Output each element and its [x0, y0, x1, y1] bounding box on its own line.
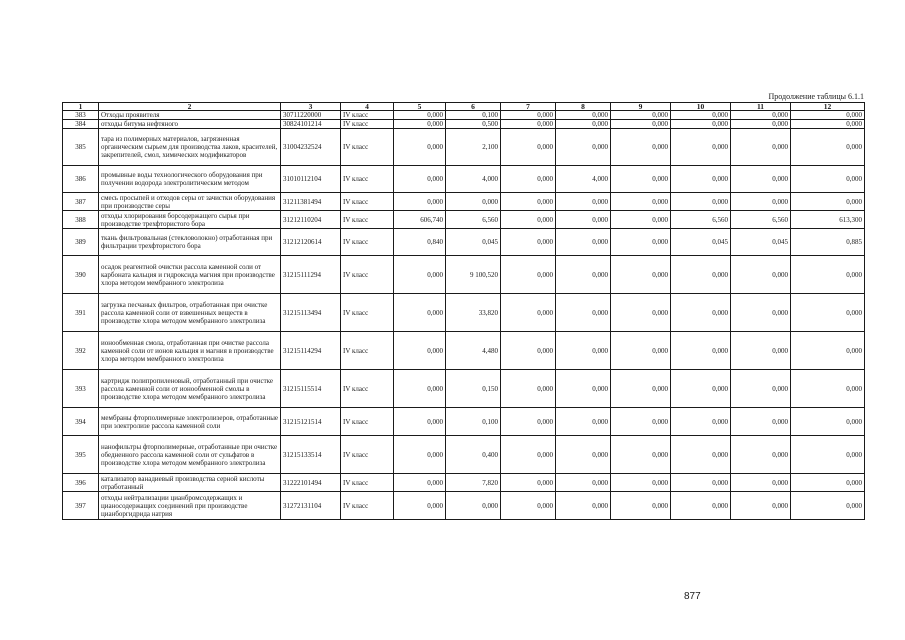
col-header: 6 [446, 103, 501, 111]
value-cell: 0,000 [394, 492, 446, 520]
row-number-cell: 396 [63, 474, 99, 492]
code-cell: 30711220000 [281, 111, 341, 120]
value-cell: 0,000 [394, 256, 446, 294]
col-header: 10 [671, 103, 731, 111]
value-cell: 0,000 [556, 111, 611, 120]
value-cell: 0,000 [501, 166, 556, 193]
value-cell: 0,000 [791, 111, 865, 120]
value-cell: 0,500 [446, 120, 501, 129]
value-cell: 0,000 [671, 436, 731, 474]
value-cell: 0,000 [394, 166, 446, 193]
col-header: 7 [501, 103, 556, 111]
table-row [63, 436, 865, 474]
code-cell: 31215121514 [281, 408, 341, 436]
table-row [63, 166, 865, 193]
code-cell: 31215114294 [281, 332, 341, 370]
value-cell: 0,000 [731, 474, 791, 492]
value-cell: 0,045 [446, 229, 501, 256]
value-cell: 0,000 [731, 408, 791, 436]
row-number-cell: 395 [63, 436, 99, 474]
value-cell: 0,000 [501, 211, 556, 229]
table-row [63, 229, 865, 256]
value-cell: 0,000 [611, 211, 671, 229]
value-cell: 606,740 [394, 211, 446, 229]
description-cell: ткань фильтровальная (стекловолокно) отработанная при фильтрации трехфтористого бора [99, 229, 281, 256]
value-cell: 0,000 [611, 120, 671, 129]
value-cell: 0,000 [501, 120, 556, 129]
value-cell: 0,000 [611, 492, 671, 520]
hazard-class-cell: IV класс [341, 474, 394, 492]
value-cell: 0,000 [556, 211, 611, 229]
table-row [63, 492, 865, 520]
value-cell: 0,000 [501, 256, 556, 294]
description-cell: отходы битума нефтяного [99, 120, 281, 129]
table-row [63, 256, 865, 294]
hazard-class-cell: IV класс [341, 294, 394, 332]
value-cell: 0,000 [671, 370, 731, 408]
value-cell: 0,000 [791, 474, 865, 492]
value-cell: 0,000 [556, 120, 611, 129]
value-cell: 0,000 [394, 294, 446, 332]
col-header: 1 [63, 103, 99, 111]
value-cell: 0,000 [731, 120, 791, 129]
value-cell: 0,000 [671, 294, 731, 332]
value-cell: 0,000 [731, 193, 791, 211]
hazard-class-cell: IV класс [341, 120, 394, 129]
value-cell: 0,150 [446, 370, 501, 408]
value-cell: 0,000 [556, 408, 611, 436]
description-cell: отходы хлорирования борсодержащего сырья при производстве трехфтористого бора [99, 211, 281, 229]
value-cell: 0,000 [791, 129, 865, 166]
value-cell: 0,000 [394, 436, 446, 474]
value-cell: 0,000 [501, 111, 556, 120]
code-cell: 31272131104 [281, 492, 341, 520]
value-cell: 6,560 [671, 211, 731, 229]
value-cell: 0,000 [394, 370, 446, 408]
value-cell: 0,000 [556, 474, 611, 492]
value-cell: 0,000 [611, 332, 671, 370]
value-cell: 0,000 [731, 256, 791, 294]
value-cell: 9 100,520 [446, 256, 501, 294]
hazard-class-cell: IV класс [341, 332, 394, 370]
row-number-cell: 386 [63, 166, 99, 193]
value-cell: 0,000 [394, 408, 446, 436]
row-number-cell: 388 [63, 211, 99, 229]
value-cell: 0,000 [501, 436, 556, 474]
value-cell: 0,000 [611, 474, 671, 492]
hazard-class-cell: IV класс [341, 166, 394, 193]
value-cell: 0,000 [791, 436, 865, 474]
row-number-cell: 397 [63, 492, 99, 520]
value-cell: 0,000 [394, 474, 446, 492]
value-cell: 0,045 [731, 229, 791, 256]
table-row [63, 474, 865, 492]
code-cell: 31010112104 [281, 166, 341, 193]
row-number-cell: 392 [63, 332, 99, 370]
row-number-cell: 387 [63, 193, 99, 211]
value-cell: 0,000 [556, 294, 611, 332]
code-cell: 31211381494 [281, 193, 341, 211]
value-cell: 0,000 [611, 294, 671, 332]
value-cell: 0,000 [791, 256, 865, 294]
value-cell: 0,000 [791, 332, 865, 370]
value-cell: 613,300 [791, 211, 865, 229]
table-row [63, 294, 865, 332]
value-cell: 0,885 [791, 229, 865, 256]
col-header: 11 [731, 103, 791, 111]
row-number-cell: 394 [63, 408, 99, 436]
table-caption: Продолжение таблицы 6.1.1 [768, 92, 864, 101]
hazard-class-cell: IV класс [341, 229, 394, 256]
col-header: 9 [611, 103, 671, 111]
value-cell: 0,000 [501, 294, 556, 332]
description-cell: Отходы проявителя [99, 111, 281, 120]
description-cell: мембраны фторполимерные электролизеров, отработанные при электролизе рассола каменной соли [99, 408, 281, 436]
code-cell: 31215133514 [281, 436, 341, 474]
value-cell: 0,000 [611, 129, 671, 166]
value-cell: 0,000 [394, 111, 446, 120]
hazard-class-cell: IV класс [341, 436, 394, 474]
description-cell: отходы нейтрализации цианбромсодержащих и цианосодержащих соединений при производстве цианборгидрида натрия [99, 492, 281, 520]
row-number-cell: 389 [63, 229, 99, 256]
value-cell: 0,000 [671, 193, 731, 211]
value-cell: 6,560 [446, 211, 501, 229]
value-cell: 0,000 [501, 474, 556, 492]
hazard-class-cell: IV класс [341, 408, 394, 436]
value-cell: 0,840 [394, 229, 446, 256]
value-cell: 0,000 [671, 166, 731, 193]
page-number: 877 [684, 591, 701, 602]
code-cell: 30824101214 [281, 120, 341, 129]
value-cell: 0,000 [501, 408, 556, 436]
value-cell: 0,100 [446, 111, 501, 120]
value-cell: 0,000 [671, 129, 731, 166]
value-cell: 0,400 [446, 436, 501, 474]
value-cell: 0,000 [611, 408, 671, 436]
value-cell: 2,100 [446, 129, 501, 166]
description-cell: смесь просыпей и отходов серы от зачистки оборудования при производстве серы [99, 193, 281, 211]
code-cell: 31215113494 [281, 294, 341, 332]
value-cell: 0,000 [394, 120, 446, 129]
col-header: 3 [281, 103, 341, 111]
hazard-class-cell: IV класс [341, 492, 394, 520]
value-cell: 0,100 [446, 408, 501, 436]
value-cell: 0,000 [671, 474, 731, 492]
value-cell: 0,000 [731, 294, 791, 332]
value-cell: 0,000 [556, 332, 611, 370]
col-header: 5 [394, 103, 446, 111]
table-row [63, 408, 865, 436]
col-header: 8 [556, 103, 611, 111]
hazard-class-cell: IV класс [341, 111, 394, 120]
value-cell: 0,000 [671, 120, 731, 129]
waste-table [62, 102, 865, 520]
code-cell: 31215111294 [281, 256, 341, 294]
value-cell: 0,000 [446, 492, 501, 520]
col-header: 2 [99, 103, 281, 111]
table-row [63, 193, 865, 211]
value-cell: 0,000 [791, 193, 865, 211]
value-cell: 0,000 [791, 408, 865, 436]
hazard-class-cell: IV класс [341, 256, 394, 294]
value-cell: 0,000 [791, 166, 865, 193]
description-cell: нанофильтры фторполимерные, отработанные при очистке обедненного рассола каменной соли от сульфатов в производстве хлора методом мембранного электролиза [99, 436, 281, 474]
value-cell: 0,000 [556, 129, 611, 166]
value-cell: 0,000 [671, 256, 731, 294]
row-number-cell: 383 [63, 111, 99, 120]
code-cell: 31222101494 [281, 474, 341, 492]
value-cell: 0,000 [671, 111, 731, 120]
hazard-class-cell: IV класс [341, 211, 394, 229]
value-cell: 0,045 [671, 229, 731, 256]
value-cell: 0,000 [501, 332, 556, 370]
code-cell: 31212120614 [281, 229, 341, 256]
value-cell: 0,000 [501, 370, 556, 408]
value-cell: 0,000 [556, 370, 611, 408]
value-cell: 0,000 [731, 492, 791, 520]
table-row [63, 332, 865, 370]
value-cell: 7,820 [446, 474, 501, 492]
value-cell: 0,000 [731, 436, 791, 474]
value-cell: 0,000 [394, 332, 446, 370]
value-cell: 4,000 [556, 166, 611, 193]
value-cell: 0,000 [791, 120, 865, 129]
row-number-cell: 391 [63, 294, 99, 332]
value-cell: 0,000 [394, 129, 446, 166]
value-cell: 0,000 [501, 229, 556, 256]
value-cell: 0,000 [611, 193, 671, 211]
value-cell: 0,000 [731, 370, 791, 408]
description-cell: тара из полимерных материалов, загрязненная органическим сырьем для производства лаков, красителей, закрепителей, смол, химических модификаторов [99, 129, 281, 166]
hazard-class-cell: IV класс [341, 129, 394, 166]
value-cell: 0,000 [671, 408, 731, 436]
description-cell: катализатор ванадиевый производства серной кислоты отработанный [99, 474, 281, 492]
value-cell: 0,000 [611, 436, 671, 474]
value-cell: 6,560 [731, 211, 791, 229]
value-cell: 0,000 [611, 370, 671, 408]
value-cell: 33,820 [446, 294, 501, 332]
value-cell: 0,000 [611, 111, 671, 120]
table-row [63, 111, 865, 120]
value-cell: 0,000 [556, 193, 611, 211]
description-cell: ионообменная смола, отработанная при очистке рассола каменной соли от ионов кальция и магния в производстве хлора методом мембранного электролиза [99, 332, 281, 370]
value-cell: 0,000 [501, 129, 556, 166]
value-cell: 0,000 [611, 229, 671, 256]
row-number-cell: 390 [63, 256, 99, 294]
value-cell: 0,000 [791, 294, 865, 332]
col-header: 4 [341, 103, 394, 111]
value-cell: 0,000 [446, 193, 501, 211]
value-cell: 0,000 [611, 166, 671, 193]
row-number-cell: 384 [63, 120, 99, 129]
description-cell: картридж полипропиленовый, отработанный при очистке рассола каменной соли от ионообменной смолы в производстве хлора методом мембранного электролиза [99, 370, 281, 408]
value-cell: 0,000 [556, 229, 611, 256]
value-cell: 0,000 [731, 111, 791, 120]
description-cell: промывные воды технологического оборудования при получении водорода электролитическим методом [99, 166, 281, 193]
value-cell: 0,000 [671, 332, 731, 370]
value-cell: 0,000 [501, 193, 556, 211]
value-cell: 0,000 [731, 332, 791, 370]
value-cell: 0,000 [394, 193, 446, 211]
row-number-cell: 393 [63, 370, 99, 408]
col-header: 12 [791, 103, 865, 111]
table-row [63, 211, 865, 229]
table-row [63, 120, 865, 129]
header-row [63, 103, 865, 111]
hazard-class-cell: IV класс [341, 193, 394, 211]
code-cell: 31215115514 [281, 370, 341, 408]
value-cell: 0,000 [791, 370, 865, 408]
value-cell: 0,000 [791, 492, 865, 520]
description-cell: осадок реагентной очистки рассола каменной соли от карбоната кальция и гидроксида магния при производстве хлора методом мембранного электролиза [99, 256, 281, 294]
value-cell: 0,000 [501, 492, 556, 520]
code-cell: 31212110204 [281, 211, 341, 229]
value-cell: 0,000 [556, 436, 611, 474]
value-cell: 0,000 [731, 129, 791, 166]
value-cell: 4,000 [446, 166, 501, 193]
value-cell: 4,480 [446, 332, 501, 370]
hazard-class-cell: IV класс [341, 370, 394, 408]
row-number-cell: 385 [63, 129, 99, 166]
value-cell: 0,000 [556, 256, 611, 294]
value-cell: 0,000 [671, 492, 731, 520]
description-cell: загрузка песчаных фильтров, отработанная при очистке рассола каменной соли от взвешенных веществ в производстве хлора методом мембранного электролиза [99, 294, 281, 332]
value-cell: 0,000 [731, 166, 791, 193]
table-row [63, 370, 865, 408]
value-cell: 0,000 [611, 256, 671, 294]
code-cell: 31004232524 [281, 129, 341, 166]
table-row [63, 129, 865, 166]
value-cell: 0,000 [556, 492, 611, 520]
